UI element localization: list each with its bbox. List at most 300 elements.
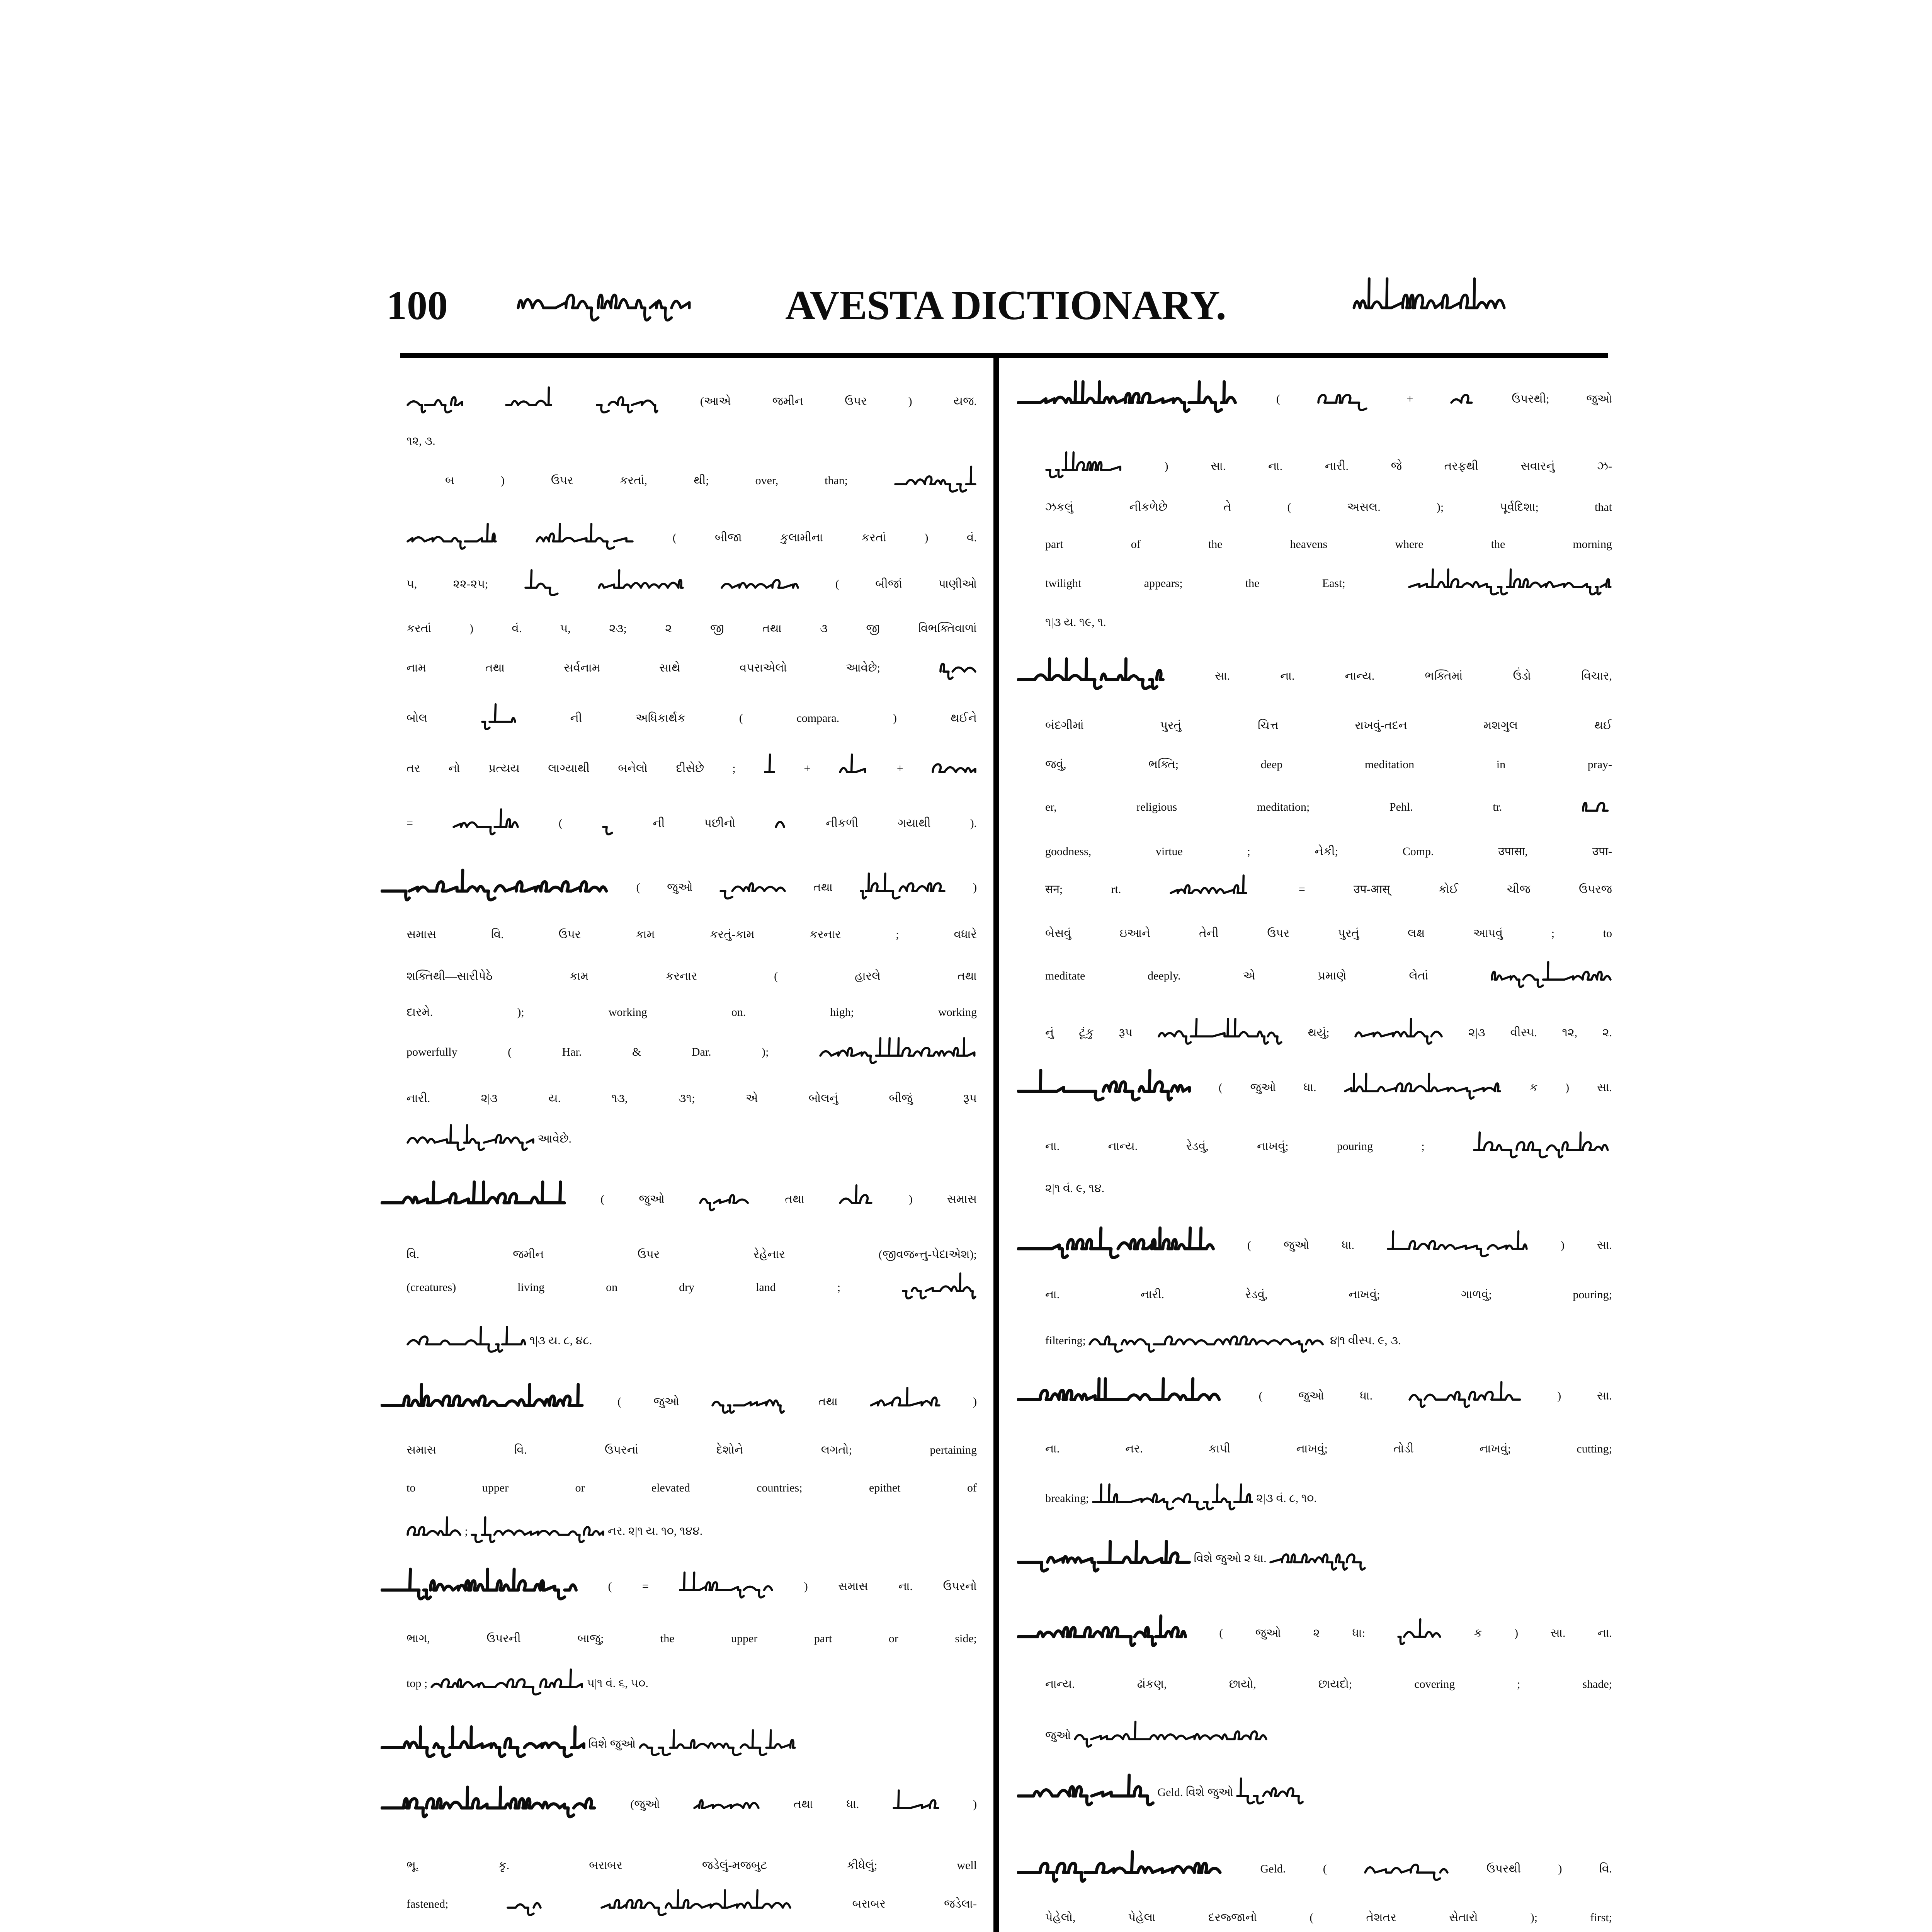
avestan-headword xyxy=(381,1566,578,1605)
avestan-headword xyxy=(1017,379,1239,417)
entry-text: ( બીજાં પાણીઓ xyxy=(835,578,977,590)
avestan-script-glyphs xyxy=(517,274,691,328)
entry-text: ભાગ, ઉપરની બાજુ; the upper part or side; xyxy=(406,1632,977,1645)
entry-text: ૫, ૨૨-૨૫; xyxy=(406,578,488,590)
avestan-script-glyphs xyxy=(406,385,464,417)
avestan-word xyxy=(1045,450,1122,482)
entry-text: ( xyxy=(558,817,563,830)
avestan-script-glyphs xyxy=(639,1728,796,1760)
avestan-word xyxy=(1158,1016,1283,1049)
avestan-script-glyphs xyxy=(1354,1016,1443,1049)
entry-text: ) સમાસ ના. ઉપરનો xyxy=(804,1580,977,1593)
avestan-stroke xyxy=(472,1517,603,1542)
avestan-headword xyxy=(381,1784,597,1823)
avestan-headword xyxy=(1017,1849,1223,1887)
entry-line xyxy=(1045,910,1612,957)
column-divider xyxy=(993,358,999,1932)
entry-line xyxy=(1045,1475,1612,1522)
avestan-script-glyphs xyxy=(381,1179,566,1218)
avestan-script-glyphs xyxy=(481,702,517,734)
entry-line xyxy=(406,1924,977,1932)
entry-text: ( જુઓ xyxy=(617,1395,679,1408)
entry-line xyxy=(406,694,977,742)
avestan-word xyxy=(1074,1719,1268,1752)
entry-text: ( જુઓ xyxy=(600,1193,665,1206)
entry-line xyxy=(1045,1660,1612,1708)
avestan-script-glyphs xyxy=(932,752,977,784)
entry-text: ( = xyxy=(608,1580,649,1593)
entry-line xyxy=(1045,1122,1612,1170)
avestan-stroke xyxy=(1046,452,1120,477)
avestan-stroke xyxy=(694,1800,759,1808)
entry-line xyxy=(1045,1317,1612,1365)
entry-text: fastened; xyxy=(406,1898,449,1910)
entry-text: ઉપરથી; જુઓ xyxy=(1512,393,1612,405)
avestan-word xyxy=(406,385,464,417)
avestan-script-glyphs xyxy=(524,568,562,600)
avestan-word xyxy=(1092,1482,1253,1514)
entry-text: બરાબર જડેલા- xyxy=(852,1898,977,1910)
avestan-stroke xyxy=(1075,1722,1266,1747)
avestan-headword xyxy=(381,1179,566,1218)
avestan-word xyxy=(471,1515,605,1547)
avestan-word xyxy=(430,1667,584,1699)
avestan-word xyxy=(1491,959,1612,992)
avestan-word xyxy=(932,752,977,784)
entry-line xyxy=(406,799,977,847)
entry-text: ભૂ. કૃ. બરાબર જડેલું-મજબુટ કીધેલું; well xyxy=(406,1859,977,1872)
avestan-script-glyphs xyxy=(1092,1482,1253,1514)
entry-line xyxy=(406,1028,977,1076)
entry-text: ( જુઓ ધા. xyxy=(1218,1081,1316,1094)
entry-line xyxy=(406,1464,977,1512)
avestan-word xyxy=(1450,383,1475,415)
avestan-headword xyxy=(1017,1613,1187,1651)
entry-text: ૪|૧ વીસ્પ. ૯, ૩. xyxy=(1330,1334,1401,1347)
avestan-script-glyphs xyxy=(1397,1617,1442,1649)
entry-line xyxy=(406,1507,977,1555)
avestan-stroke xyxy=(722,580,798,588)
avestan-word xyxy=(893,1788,940,1820)
entry-line xyxy=(445,457,977,505)
avestan-stroke xyxy=(700,1195,748,1210)
avestan-stroke xyxy=(840,1185,871,1203)
avestan-word xyxy=(536,521,634,554)
avestan-stroke xyxy=(1410,1382,1520,1407)
avestan-script-glyphs xyxy=(1170,873,1250,905)
entry-text: ) xyxy=(973,881,977,894)
entry-text: + xyxy=(804,762,811,775)
avestan-script-glyphs xyxy=(381,1566,578,1605)
avestan-stroke xyxy=(903,1274,975,1298)
avestan-script-glyphs xyxy=(452,807,519,839)
entry-line xyxy=(406,745,977,793)
avestan-stroke xyxy=(640,1730,795,1755)
avestan-script-glyphs xyxy=(602,807,614,839)
entry-line xyxy=(1045,1009,1612,1057)
avestan-word xyxy=(1354,1016,1443,1049)
avestan-stroke xyxy=(508,1903,541,1915)
entry-text: twilight appears; the East; xyxy=(1045,577,1345,590)
avestan-word xyxy=(719,871,786,903)
entry-line xyxy=(1045,1165,1612,1213)
entry-text: सन; rt. xyxy=(1045,883,1121,896)
entry-text: જવું, ભક્તિ; deep meditation in pray- xyxy=(1045,758,1612,771)
right-catchword xyxy=(1353,274,1507,328)
avestan-script-glyphs xyxy=(711,1385,786,1418)
entry-line xyxy=(406,1880,977,1928)
avestan-script-glyphs xyxy=(1317,383,1370,415)
avestan-stroke xyxy=(1583,803,1608,811)
avestan-stroke xyxy=(1171,876,1246,893)
avestan-script-glyphs xyxy=(1344,1071,1502,1104)
entry-text: નું ટૂંકુ રૂપ xyxy=(1045,1026,1133,1039)
avestan-stroke xyxy=(1237,1779,1303,1803)
avestan-word xyxy=(600,1888,794,1920)
running-title: AVESTA DICTIONARY. xyxy=(785,282,1226,328)
avestan-script-glyphs xyxy=(600,1888,794,1920)
entry-line xyxy=(1045,952,1612,1000)
avestan-word xyxy=(524,568,562,600)
entry-text: + xyxy=(896,762,903,775)
entry-text: ની પછીનો xyxy=(653,817,736,830)
avestan-script-glyphs xyxy=(1017,1772,1155,1811)
entry-headword-line xyxy=(1017,1845,1612,1893)
entry-text: ના. નારી. રેડવું, નાખવું; ગાળવું; pouring; xyxy=(1045,1288,1612,1301)
entry-text: બોલ xyxy=(406,712,428,724)
avestan-script-glyphs xyxy=(1017,1849,1223,1887)
avestan-script-glyphs xyxy=(1158,1016,1283,1049)
avestan-stroke xyxy=(1018,659,1163,689)
avestan-word xyxy=(1344,1071,1502,1104)
avestan-stroke xyxy=(1018,1379,1219,1400)
avestan-word xyxy=(1408,567,1612,599)
avestan-script-glyphs xyxy=(1491,959,1612,992)
entry-text: થયું; xyxy=(1308,1026,1330,1039)
avestan-script-glyphs xyxy=(860,871,946,903)
entry-text: ) xyxy=(973,1395,977,1408)
avestan-stroke xyxy=(454,810,518,834)
avestan-script-glyphs xyxy=(406,521,497,554)
avestan-word xyxy=(406,521,497,554)
avestan-word xyxy=(870,1385,941,1418)
entry-text: ) સા. xyxy=(1560,1239,1612,1252)
entry-text: ( xyxy=(1276,393,1280,405)
entry-text: ( જુઓ xyxy=(636,881,693,894)
entry-headword-line xyxy=(1017,1372,1612,1420)
avestan-stroke xyxy=(1018,382,1235,412)
avestan-stroke xyxy=(408,1517,460,1535)
avestan-word xyxy=(1088,1324,1327,1357)
avestan-stroke xyxy=(713,1400,784,1413)
entry-text: ) સા. xyxy=(1557,1389,1612,1402)
entry-text: ક ) સા. ના. xyxy=(1474,1627,1612,1639)
entry-text: ૨|૧ વં. ૯, ૧૪. xyxy=(1045,1182,1105,1195)
avestan-stroke xyxy=(933,764,975,772)
entry-text: આવેછે. xyxy=(537,1133,572,1145)
avestan-headword xyxy=(1017,1225,1215,1264)
avestan-script-glyphs xyxy=(430,1667,584,1699)
avestan-script-glyphs xyxy=(1582,791,1612,823)
avestan-script-glyphs xyxy=(598,568,684,600)
entry-text: ૧૨, ૩. xyxy=(406,435,435,447)
avestan-word xyxy=(507,1888,542,1920)
avestan-stroke xyxy=(894,1791,938,1808)
avestan-stroke xyxy=(602,1890,790,1915)
avestan-stroke xyxy=(1474,1133,1608,1157)
avestan-word xyxy=(721,568,799,600)
avestan-script-glyphs xyxy=(1088,1324,1327,1357)
avestan-headword xyxy=(381,1381,585,1420)
avestan-stroke xyxy=(1018,1775,1153,1805)
avestan-script-glyphs xyxy=(406,1515,462,1547)
entry-text: + xyxy=(1406,393,1413,405)
avestan-script-glyphs xyxy=(939,651,977,684)
avestan-word xyxy=(775,807,786,839)
entry-headword-line xyxy=(381,1378,977,1426)
entry-line xyxy=(406,1615,977,1663)
entry-headword-line xyxy=(1017,1221,1612,1269)
entry-text: ૫|૧ વં. ૬, ૫૦. xyxy=(587,1677,648,1690)
avestan-stroke xyxy=(1355,1019,1442,1044)
avestan-stroke xyxy=(1388,1231,1527,1256)
avestan-script-glyphs xyxy=(406,1122,535,1155)
entry-text: ૨|૩ વીસ્પ. ૧૨, ૨. xyxy=(1468,1026,1612,1039)
entry-text: part of the heavens where the morning xyxy=(1045,538,1612,551)
avestan-word xyxy=(1397,1617,1442,1649)
entry-text: નીકળી ગયાથી ). xyxy=(826,817,977,830)
avestan-word xyxy=(819,1036,977,1068)
entry-text: ઝકલું નીકળેછે તે ( અસલ. ); પૂર્વદિશા; that xyxy=(1045,501,1612,514)
entry-text: meditate deeply. એ પ્રમાણે લેતાં xyxy=(1045,969,1429,982)
avestan-stroke xyxy=(776,822,784,827)
entry-headword-line xyxy=(1017,1609,1612,1657)
avestan-stroke xyxy=(871,1388,939,1405)
entry-text: સમાસ વિ. ઉપરનાં દેશોને લગતો; pertaining xyxy=(406,1444,977,1456)
avestan-word xyxy=(699,1183,750,1215)
avestan-script-glyphs xyxy=(381,1724,585,1762)
avestan-word xyxy=(406,1515,462,1547)
avestan-script-glyphs xyxy=(870,1385,941,1418)
avestan-stroke xyxy=(408,524,496,549)
entry-text: બેસવું ઇઆને તેની ઉપર પુરતું લક્ષ આપવું ; to xyxy=(1045,927,1612,940)
avestan-stroke xyxy=(603,827,612,834)
entry-text: powerfully ( Har. & Dar. ); xyxy=(406,1046,769,1058)
avestan-script-glyphs xyxy=(381,1784,597,1823)
avestan-headword xyxy=(381,1724,585,1762)
entry-text: ) xyxy=(973,1798,977,1811)
entry-headword-line xyxy=(381,1175,977,1223)
entry-line xyxy=(1045,1425,1612,1473)
avestan-word xyxy=(1236,1776,1305,1808)
entry-text: Geld. ( xyxy=(1260,1862,1327,1875)
entry-text: સમાસ વિ. ઉપર કામ કરતું-કામ કરનાર ; વધારે xyxy=(406,928,977,941)
entry-text: બ ) ઉપર કરતાં, થી; over, than; xyxy=(445,474,848,487)
avestan-script-glyphs xyxy=(536,521,634,554)
avestan-word xyxy=(1317,383,1370,415)
avestan-script-glyphs xyxy=(679,1570,774,1602)
avestan-stroke xyxy=(1451,395,1472,403)
entry-text: to upper or elevated countries; epithet of xyxy=(406,1481,977,1494)
avestan-script-glyphs xyxy=(507,1888,542,1920)
avestan-stroke xyxy=(1318,395,1366,410)
entry-text: ૧|૩ ય. ૧૯, ૧. xyxy=(1045,616,1106,629)
avestan-script-glyphs xyxy=(693,1788,760,1820)
avestan-word xyxy=(481,702,517,734)
avestan-word xyxy=(764,752,776,784)
entry-text: કરતાં ) વં. ૫, ૨૩; ૨ જી તથા ૩ જી વિભક્તિવાળાં xyxy=(406,622,977,635)
entry-text: પેહેલો, પેહેલા દરજ્જાનો ( તેશતર સેતારો ); first; xyxy=(1045,1911,1612,1924)
entry-text: તર નો પ્રત્યય લાગ્યાથી બનેલો દીસેછે ; xyxy=(406,762,736,775)
avestan-word xyxy=(939,651,977,684)
avestan-stroke xyxy=(1354,279,1504,308)
entry-headword-line xyxy=(1017,1064,1612,1112)
avestan-script-glyphs xyxy=(902,1271,977,1303)
avestan-script-glyphs xyxy=(381,867,609,906)
entry-text: er, religious meditation; Pehl. tr. xyxy=(1045,801,1502,813)
avestan-word xyxy=(406,1324,527,1357)
avestan-word xyxy=(839,752,869,784)
avestan-script-glyphs xyxy=(1353,274,1507,328)
entry-headword-line xyxy=(381,1781,977,1828)
entry-line xyxy=(1045,741,1612,789)
avestan-stroke xyxy=(432,1670,582,1694)
entry-text: ) સા. ના. નારી. જે તરફથી સવારનું ઝ- xyxy=(1164,460,1612,473)
entry-headword-line xyxy=(1017,375,1612,423)
entry-text: top ; xyxy=(406,1677,428,1690)
avestan-stroke xyxy=(1018,1541,1189,1571)
entry-line xyxy=(1045,599,1612,646)
avestan-script-glyphs xyxy=(471,1515,605,1547)
avestan-word xyxy=(1364,1852,1449,1885)
avestan-stroke xyxy=(680,1573,772,1597)
avestan-stroke xyxy=(408,1327,525,1352)
entry-text: બંદગીમાં પુરતું ચિત્ત રાખવું-તદન મશગુલ થઈ xyxy=(1045,719,1612,732)
avestan-stroke xyxy=(597,397,657,412)
entry-text: નામ તથા સર્વનામ સાથે વપરાએલો આવેછે; xyxy=(406,662,880,674)
avestan-script-glyphs xyxy=(839,1183,874,1215)
avestan-word xyxy=(839,1183,874,1215)
entry-text: તથા xyxy=(813,881,833,894)
entry-line xyxy=(406,1317,977,1365)
avestan-script-glyphs xyxy=(381,1381,585,1420)
entry-text: ; xyxy=(464,1525,468,1537)
entry-text: વિ. જમીન ઉપર રેહેનાર (જીવજન્તુ-પેદાએશ); xyxy=(406,1248,977,1261)
avestan-word xyxy=(517,274,691,328)
avestan-script-glyphs xyxy=(1387,1229,1528,1261)
avestan-stroke xyxy=(1018,1616,1185,1646)
avestan-stroke xyxy=(1345,1074,1500,1099)
entry-text: ) સમાસ xyxy=(908,1193,977,1206)
avestan-script-glyphs xyxy=(894,464,977,497)
avestan-script-glyphs xyxy=(699,1183,750,1215)
avestan-script-glyphs xyxy=(1045,450,1122,482)
entry-text: ના. નાન્ય. રેડવું, નાખવું; pouring ; xyxy=(1045,1140,1425,1153)
entry-headword-line xyxy=(381,864,977,912)
avestan-script-glyphs xyxy=(819,1036,977,1068)
avestan-word xyxy=(1473,1130,1612,1162)
avestan-word xyxy=(1582,791,1612,823)
entry-line xyxy=(1045,783,1612,831)
avestan-stroke xyxy=(382,1787,594,1817)
avestan-script-glyphs xyxy=(1017,379,1239,417)
entry-text: નાન્ય. ઢાંકણ, છાયો, છાયદો; covering ; shade; xyxy=(1045,1678,1612,1690)
avestan-stroke xyxy=(408,1125,533,1150)
entry-text: દારમે. ); working on. high; working xyxy=(406,1006,977,1019)
entry-headword-line xyxy=(1017,1769,1612,1816)
entry-text: જુઓ xyxy=(1045,1729,1071,1742)
avestan-stroke xyxy=(537,524,633,549)
entry-text: (આએ જમીન ઉપર ) યજ. xyxy=(700,395,977,408)
avestan-stroke xyxy=(1398,1619,1440,1644)
avestan-word xyxy=(679,1570,774,1602)
avestan-script-glyphs xyxy=(406,1324,527,1357)
entry-text: સા. ના. નાન્ય. ભક્તિમાં ઉંડો વિચાર, xyxy=(1215,670,1612,682)
avestan-script-glyphs xyxy=(721,568,799,600)
entry-text: ૨|૩ વં. ૮, ૧૦. xyxy=(1256,1492,1317,1505)
entry-text: breaking; xyxy=(1045,1492,1089,1505)
avestan-word xyxy=(1408,1379,1522,1412)
entry-text: તથા xyxy=(818,1395,838,1408)
entry-text: તથા xyxy=(785,1193,804,1206)
avestan-stroke xyxy=(940,664,975,679)
entry-line xyxy=(1045,866,1612,913)
avestan-script-glyphs xyxy=(764,752,776,784)
avestan-stroke xyxy=(721,883,785,898)
avestan-script-glyphs xyxy=(1450,383,1475,415)
entry-line xyxy=(406,1115,977,1163)
entry-headword-line xyxy=(381,1720,977,1768)
avestan-headword xyxy=(1017,1067,1191,1106)
avestan-script-glyphs xyxy=(1017,656,1165,694)
entry-line xyxy=(406,560,977,608)
entry-text: શક્તિથી—સારીપેઠે કામ કરનાર ( હારલે તથા xyxy=(406,970,977,983)
avestan-script-glyphs xyxy=(1408,1379,1522,1412)
entry-text: ની અધિકાર્થક ( compara. ) થઈને xyxy=(570,712,977,724)
avestan-word xyxy=(452,807,519,839)
avestan-script-glyphs xyxy=(1017,1538,1191,1577)
avestan-stroke xyxy=(408,397,462,412)
avestan-headword xyxy=(381,867,609,906)
avestan-stroke xyxy=(599,570,683,588)
entry-line xyxy=(1045,1271,1612,1319)
avestan-word xyxy=(639,1728,796,1760)
avestan-script-glyphs xyxy=(1017,1067,1191,1106)
avestan-script-glyphs xyxy=(596,385,659,417)
avestan-headword xyxy=(1017,1538,1191,1577)
avestan-headword xyxy=(1017,1772,1155,1811)
avestan-word xyxy=(602,807,614,839)
entry-text: ઉપરથી ) વિ. xyxy=(1486,1862,1612,1875)
avestan-stroke xyxy=(1270,1554,1365,1570)
avestan-stroke xyxy=(382,1727,584,1757)
avestan-script-glyphs xyxy=(1364,1852,1449,1885)
entry-headword-line xyxy=(381,1563,977,1611)
avestan-script-glyphs xyxy=(719,871,786,903)
entry-line xyxy=(406,1264,977,1311)
avestan-stroke xyxy=(1365,1865,1447,1880)
entry-text: ( જુઓ ધા. xyxy=(1259,1389,1373,1402)
avestan-word xyxy=(505,385,554,417)
avestan-stroke xyxy=(895,467,975,492)
entry-text: = उप-आस् કોઈ ચીજ ઉપરજ xyxy=(1298,883,1612,896)
avestan-stroke xyxy=(840,755,865,772)
avestan-headword xyxy=(1017,1376,1223,1414)
entry-text: ક ) સા. xyxy=(1529,1081,1612,1094)
avestan-word xyxy=(406,1122,535,1155)
entry-text: તથા ધા. xyxy=(793,1798,859,1811)
avestan-word xyxy=(596,385,659,417)
